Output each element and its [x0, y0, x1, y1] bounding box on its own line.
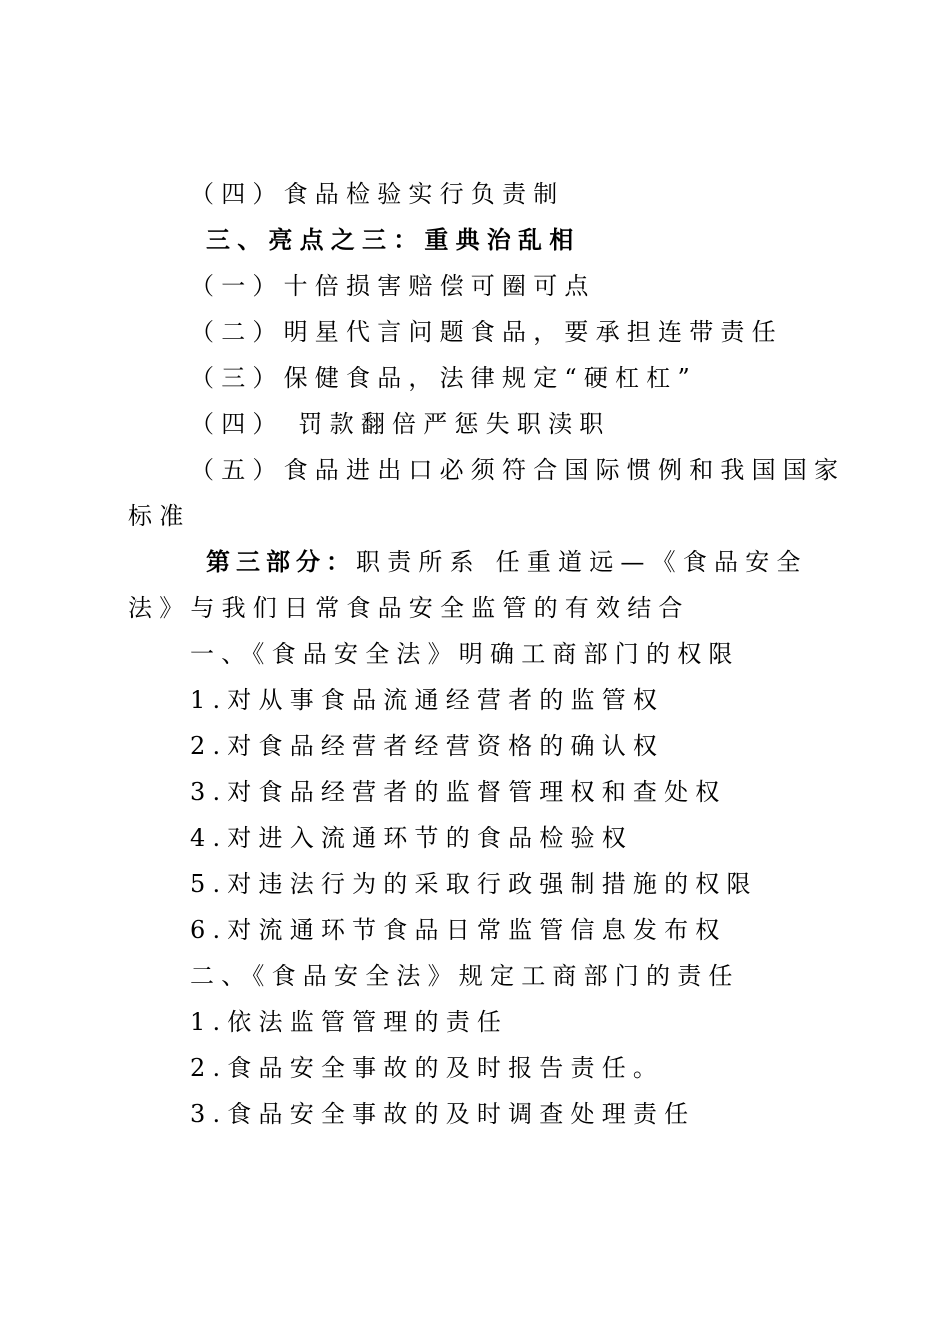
subsection-1-heading: 一、《食品安全法》明确工商部门的权限 [190, 640, 740, 668]
part-3-label: 第三部分： [206, 548, 356, 576]
item-5-continuation: 标准 [128, 502, 191, 530]
duty-item-1: 1.依法监管管理的责任 [190, 1008, 509, 1036]
part-3-heading [206, 544, 808, 580]
power-item-2: 2.对食品经营者经营资格的确认权 [190, 732, 665, 760]
item-5-import-export: （五）食品进出口必须符合国际惯例和我国国家 [190, 456, 846, 484]
power-item-1: 1.对从事食品流通经营者的监管权 [190, 686, 665, 714]
item-1-compensation: （一）十倍损害赔偿可圈可点 [190, 272, 596, 300]
highlight-3-heading: 三、亮点之三：重典治乱相 [206, 225, 581, 254]
power-item-6: 6.对流通环节食品日常监管信息发布权 [190, 916, 727, 944]
part-3-title: 职责所系 任重道远—《食品安全 [356, 548, 808, 576]
duty-item-2: 2.食品安全事故的及时报告责任。 [190, 1054, 665, 1082]
duty-item-3: 3.食品安全事故的及时调查处理责任 [190, 1100, 696, 1128]
power-item-5: 5.对违法行为的采取行政强制措施的权限 [190, 870, 758, 898]
power-item-4: 4.对进入流通环节的食品检验权 [190, 824, 633, 852]
power-item-3: 3.对食品经营者的监督管理权和查处权 [190, 778, 727, 806]
part-3-title-continuation: 法》与我们日常食品安全监管的有效结合 [128, 594, 690, 622]
subsection-2-heading: 二、《食品安全法》规定工商部门的责任 [190, 962, 740, 990]
item-4-fines: （四） 罚款翻倍严惩失职渎职 [190, 410, 611, 438]
section-item-4-inspection: （四）食品检验实行负责制 [190, 180, 565, 208]
item-3-health-food: （三）保健食品，法律规定“硬杠杠” [190, 364, 697, 392]
item-2-celebrity-endorsement: （二）明星代言问题食品，要承担连带责任 [190, 318, 783, 346]
